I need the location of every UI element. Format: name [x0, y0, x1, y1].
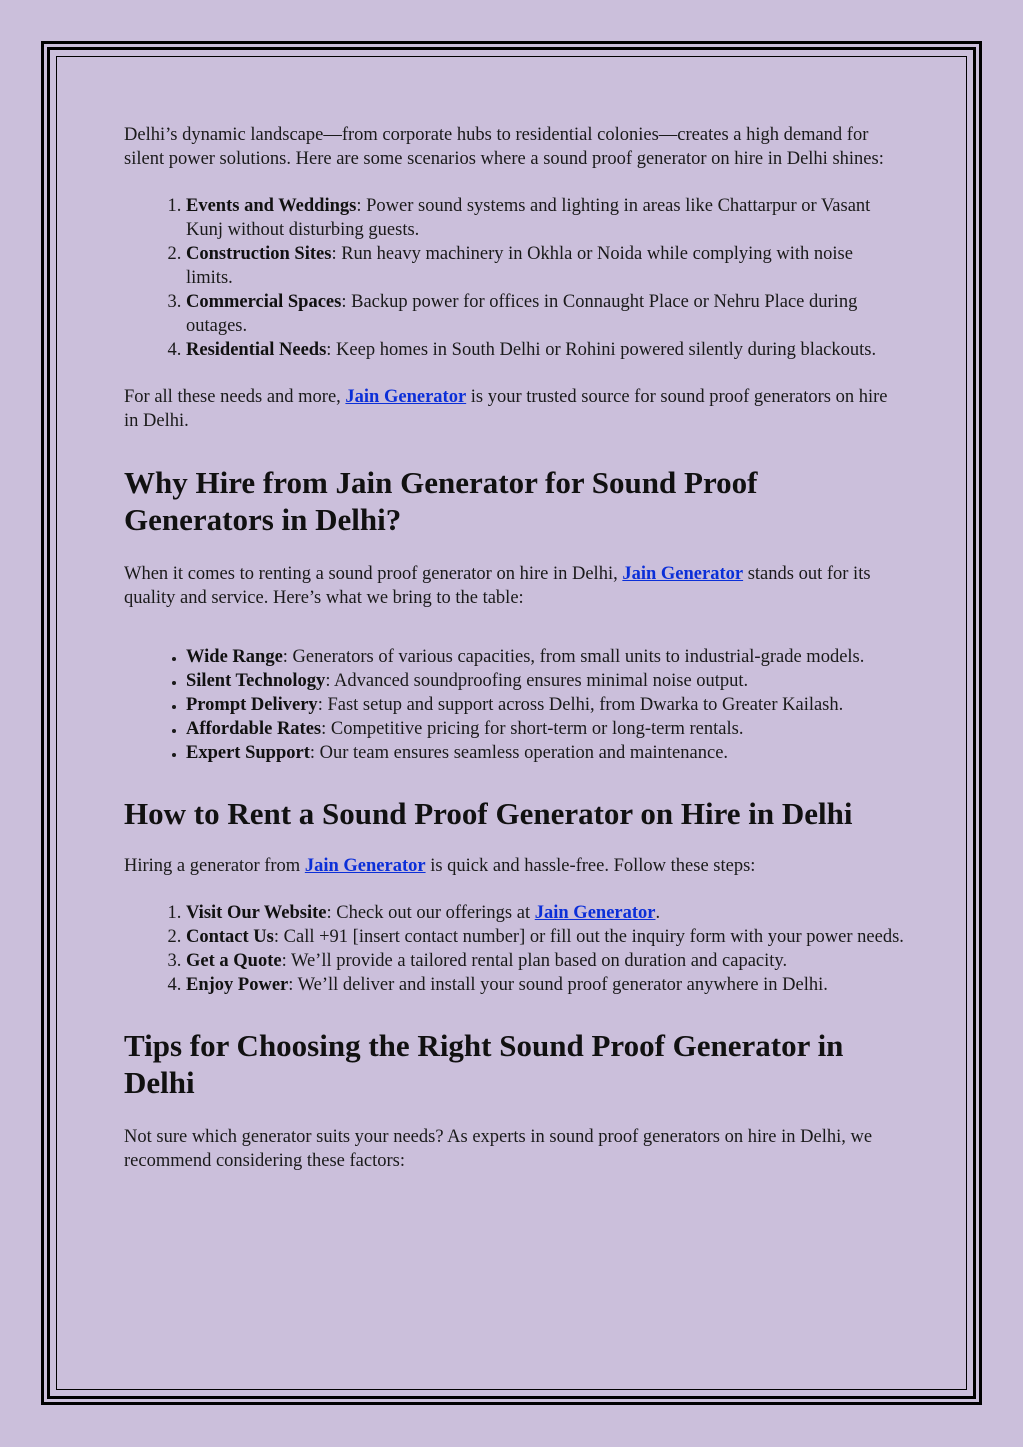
- list-item: [186, 717, 904, 741]
- intro-paragraph: Delhi’s dynamic landscape—from corporate hubs to residential colonies—creates a high demand for silent power solutions. Here are some scenarios where a sound proof generator on hire in Delhi shines:: [124, 125, 884, 169]
- item-text: : Advanced soundproofing ensures minimal noise output.: [325, 671, 749, 691]
- item-title: Affordable Rates: [186, 719, 322, 739]
- text-span: Hiring a generator from: [124, 856, 305, 876]
- item-text: : We’ll deliver and install your sound proof generator anywhere in Delhi.: [288, 975, 828, 995]
- tips-heading: Tips for Choosing the Right Sound Proof Generator in Delhi: [124, 1028, 844, 1100]
- item-title: Silent Technology: [186, 671, 326, 691]
- item-text: : Our team ensures seamless operation and maintenance.: [309, 743, 729, 763]
- list-item: [186, 194, 904, 242]
- jain-generator-link[interactable]: Jain Generator: [622, 564, 744, 584]
- scenarios-list: [124, 194, 904, 362]
- list-item: [186, 338, 904, 362]
- list-item: [186, 242, 904, 290]
- jain-generator-link[interactable]: Jain Generator: [304, 856, 426, 876]
- how-heading: How to Rent a Sound Proof Generator on Hire in Delhi: [124, 796, 853, 831]
- item-text: : Generators of various capacities, from small units to industrial-grade models.: [282, 647, 865, 667]
- item-text: : Call +91 [insert contact number] or fill out the inquiry form with your power needs.: [273, 927, 904, 947]
- trusted-paragraph: [124, 385, 904, 433]
- document-body: [124, 123, 904, 1173]
- text-span: is your trusted source for sound proof generators on hire in Delhi.: [124, 387, 888, 431]
- why-intro: [124, 562, 904, 610]
- item-title: Enjoy Power: [186, 975, 289, 995]
- text-span: For all these needs and more,: [124, 387, 346, 407]
- why-heading: Why Hire from Jain Generator for Sound Proof Generators in Delhi?: [124, 465, 758, 537]
- text-span: stands out for its quality and service. Here’s what we bring to the table:: [124, 564, 871, 608]
- item-text: : Check out our offerings at: [326, 903, 535, 923]
- list-item: [186, 949, 904, 973]
- list-item: [186, 645, 904, 669]
- item-title: Get a Quote: [186, 951, 282, 971]
- text-span: is quick and hassle-free. Follow these steps:: [425, 856, 756, 876]
- item-title: Contact Us: [186, 927, 274, 947]
- list-item: [186, 973, 904, 997]
- tips-paragraph: Not sure which generator suits your needs? As experts in sound proof generators on hire in Delhi, we recommend considering these factors:: [124, 1127, 873, 1171]
- item-text: : Power sound systems and lighting in areas like Chattarpur or Vasant Kunj without disturbing guests.: [186, 196, 871, 240]
- item-title: Visit Our Website: [186, 903, 327, 923]
- item-text: : Run heavy machinery in Okhla or Noida while complying with noise limits.: [186, 244, 853, 288]
- list-item: [186, 693, 904, 717]
- jain-generator-link[interactable]: Jain Generator: [345, 387, 467, 407]
- how-intro: [124, 854, 904, 878]
- list-item: [186, 290, 904, 338]
- list-item: [186, 925, 904, 949]
- item-text: : Keep homes in South Delhi or Rohini powered silently during blackouts.: [326, 340, 877, 360]
- list-item: [186, 901, 904, 925]
- item-title: Residential Needs: [186, 340, 327, 360]
- steps-list: [124, 901, 904, 997]
- list-item: [186, 669, 904, 693]
- item-title: Construction Sites: [186, 244, 332, 264]
- text-span: .: [655, 903, 661, 923]
- jain-generator-link[interactable]: Jain Generator: [534, 903, 656, 923]
- item-text: : Competitive pricing for short-term or long-term rentals.: [321, 719, 744, 739]
- item-title: Commercial Spaces: [186, 292, 342, 312]
- item-text: : Fast setup and support across Delhi, from Dwarka to Greater Kailash.: [317, 695, 844, 715]
- item-title: Prompt Delivery: [186, 695, 318, 715]
- why-list: [124, 645, 904, 765]
- item-title: Expert Support: [186, 743, 310, 763]
- list-item: [186, 741, 904, 765]
- item-title: Wide Range: [186, 647, 283, 667]
- item-text: : Backup power for offices in Connaught Place or Nehru Place during outages.: [186, 292, 858, 336]
- item-text: : We’ll provide a tailored rental plan based on duration and capacity.: [281, 951, 788, 971]
- item-title: Events and Weddings: [186, 196, 357, 216]
- text-span: When it comes to renting a sound proof generator on hire in Delhi,: [124, 564, 623, 584]
